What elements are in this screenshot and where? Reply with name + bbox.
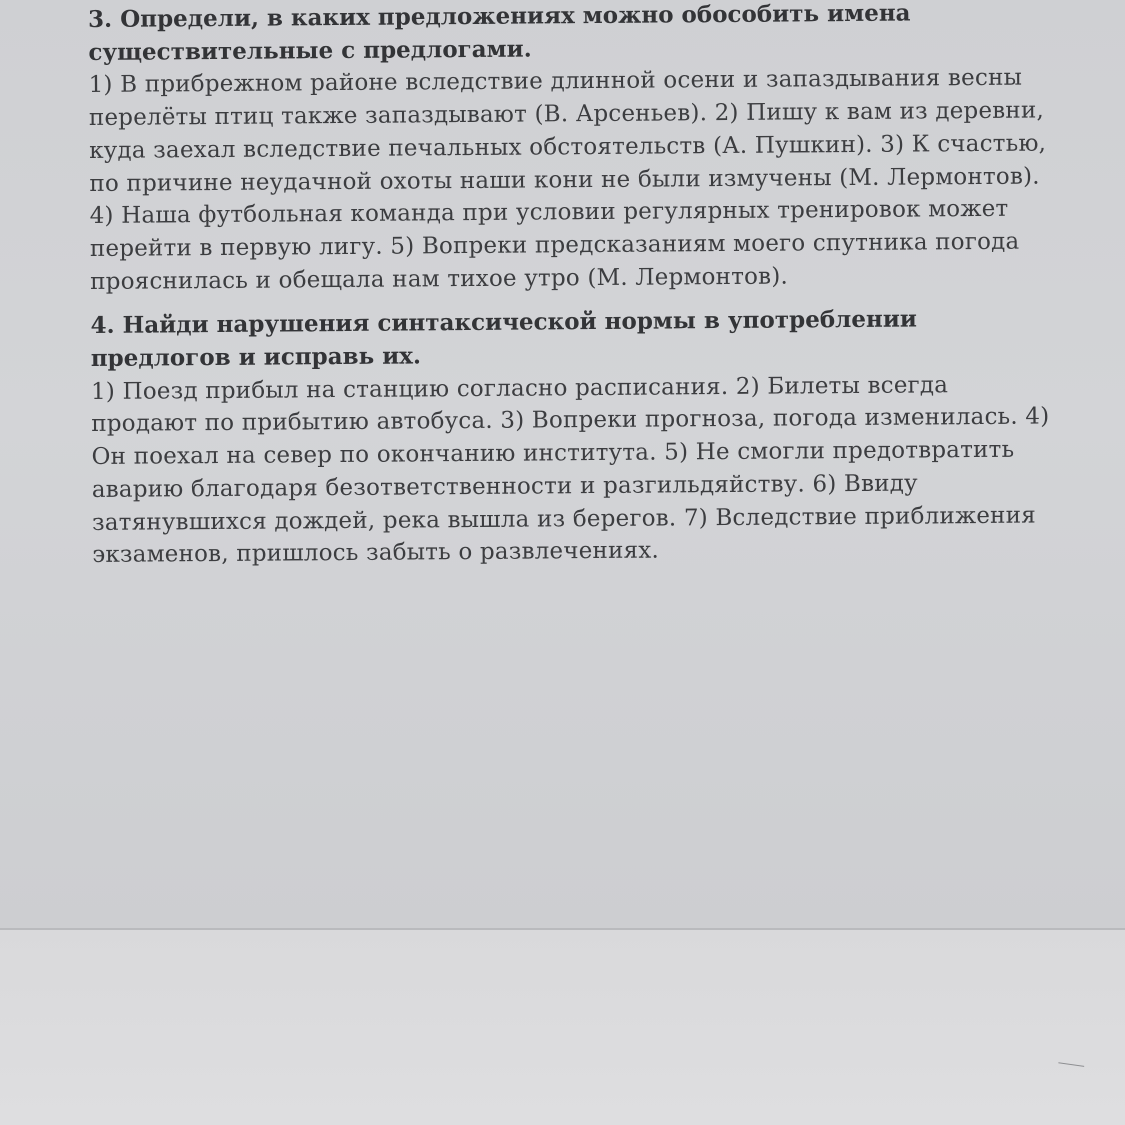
task-4-heading: 4. Найди нарушения синтаксической нормы в употреблении предлогов и исправь их.	[90, 305, 918, 373]
page-content	[88, 0, 1054, 572]
task-4	[90, 303, 1054, 572]
task-4-body: 1) Поезд прибыл на станцию согласно расписания. 2) Билеты всегда продают по прибытию автобуса. 3) Вопреки прогноза, погода изменилась. 4) Он поехал на север по окончанию института. 5) Не смогли предотвратить аварию благодаря безответственности и разгильдяйству. 6) Ввиду затянувшихся дождей, река вышла из берегов. 7) Вследствие приближения экзаменов, пришлось забыть о развлечениях.	[90, 371, 1050, 569]
table-surface	[0, 930, 1125, 1125]
task-3-body: 1) В прибрежном районе вследствие длинной осени и запаздывания весны перелёты птиц также запаздывают (В. Арсеньев). 2) Пишу к вам из деревни, куда заехал вследствие печальных обстоятельств (А. Пушкин). 3) К счастью, по причине неудачной охоты наши кони не были измучены (М. Лермонтов). 4) Наша футбольная команда при условии регулярных тренировок может перейти в первую лигу. 5) Вопреки предсказаниям моего спутника погода прояснилась и обещала нам тихое утро (М. Лермонтов).	[88, 65, 1047, 295]
task-3	[88, 0, 1052, 298]
task-3-heading: 3. Определи, в каких предложениях можно обособить имена существительные с предлогами.	[88, 0, 911, 66]
